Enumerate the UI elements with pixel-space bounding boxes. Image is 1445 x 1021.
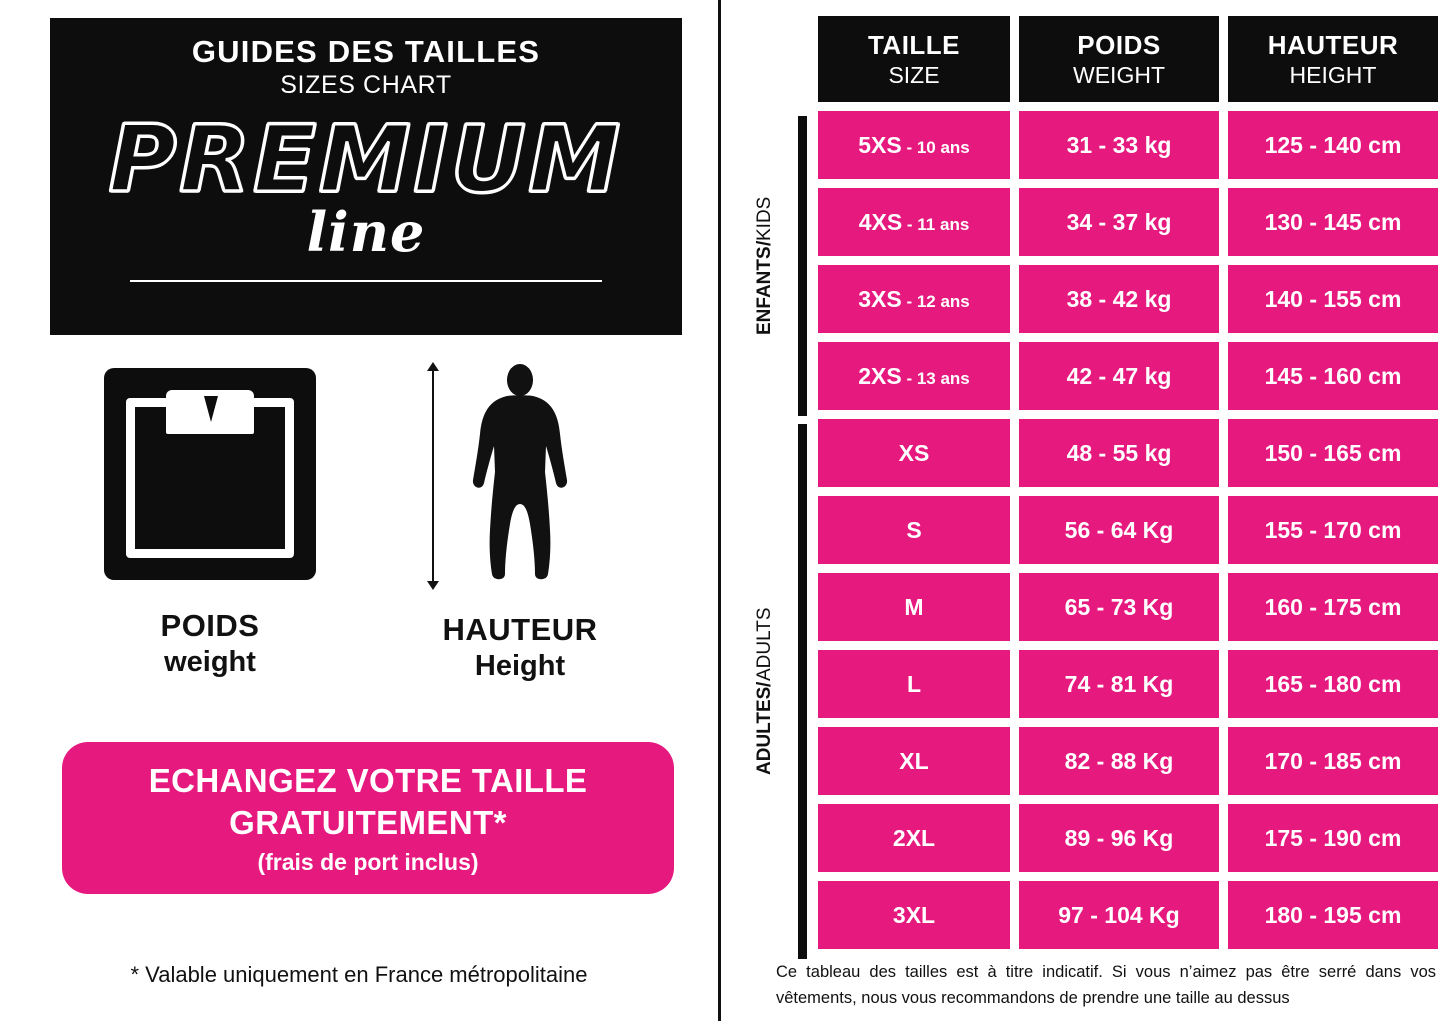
cta-primary-text: ECHANGEZ VOTRE TAILLE GRATUITEMENT* [148,762,588,841]
cell-weight [1019,881,1219,949]
cell-size [818,188,1010,256]
page-title: GUIDES DES TAILLES [191,34,541,69]
height-value: 130 - 145 cm [1264,208,1402,235]
cell-height [1228,573,1438,641]
cell-weight [1019,342,1219,410]
cell-size [818,342,1010,410]
size-value: 3XL [892,901,936,928]
height-arrow-icon [432,370,434,582]
cell-size [818,419,1010,487]
cell-weight [1019,650,1219,718]
weight-value: 34 - 37 kg [1066,208,1172,235]
height-value: 155 - 170 cm [1264,516,1402,543]
adults-group-bar [798,424,807,959]
size-value: S [906,516,922,543]
cell-size [818,881,1010,949]
page-subtitle: SIZES CHART [280,71,452,99]
table-row [818,496,1438,564]
height-icon-group [370,360,670,683]
height-value: 170 - 185 cm [1264,747,1402,774]
human-silhouette-icon [460,364,580,582]
cell-height [1228,804,1438,872]
size-value: L [906,670,922,697]
weight-value: 97 - 104 Kg [1058,901,1180,928]
size-value: 2XS [858,362,902,389]
kids-group-label [737,116,793,416]
sizes-table [818,16,1438,958]
height-value: 125 - 140 cm [1264,131,1402,158]
cell-weight [1019,419,1219,487]
weight-value: 74 - 81 Kg [1064,670,1174,697]
measure-icons-row [50,360,682,700]
cell-height [1228,419,1438,487]
cell-height [1228,111,1438,179]
height-value: 180 - 195 cm [1264,901,1402,928]
header-height-en: HEIGHT [1289,61,1377,88]
scale-icon [104,368,316,580]
cell-weight [1019,188,1219,256]
size-value: 2XL [892,824,936,851]
table-row [818,881,1438,949]
weight-label-en: weight [164,646,256,678]
kids-group-bar [798,116,807,416]
cell-size [818,573,1010,641]
cell-size [818,804,1010,872]
size-value: XL [899,747,929,774]
header-weight-fr: POIDS [1077,29,1161,60]
size-value: M [904,593,924,620]
brand-header-block [50,18,682,335]
brand-underline [130,280,602,282]
kids-label-fr: ENFANTS [754,246,775,336]
kids-label-sep: / [754,241,775,247]
adults-label-sep: / [754,681,775,687]
weight-value: 82 - 88 Kg [1064,747,1174,774]
cell-height [1228,496,1438,564]
weight-value: 42 - 47 kg [1066,362,1172,389]
table-row [818,727,1438,795]
height-value: 150 - 165 cm [1264,439,1402,466]
height-label-en: Height [474,650,566,682]
cell-size [818,727,1010,795]
weight-value: 65 - 73 Kg [1064,593,1174,620]
height-value: 160 - 175 cm [1264,593,1402,620]
cell-weight [1019,496,1219,564]
cell-height [1228,265,1438,333]
header-weight [1019,16,1219,102]
size-age: - 12 ans [901,291,970,311]
size-age: - 11 ans [902,214,970,234]
cell-size [818,265,1010,333]
cell-weight [1019,804,1219,872]
kids-label-en: KIDS [754,196,775,242]
free-exchange-banner[interactable] [62,742,674,894]
header-size-fr: TAILLE [867,29,961,60]
size-age: - 13 ans [901,368,970,388]
adults-group-label [737,424,793,959]
height-label-fr: HAUTEUR [442,612,598,647]
brand-logo [50,106,682,304]
cell-height [1228,650,1438,718]
table-footnote: Ce tableau des tailles est à titre indicatif. Si vous n’aimez pas être serré dans vos vêtements, nous vous recommandons de prendre une taille au dessus [776,963,1436,1007]
cell-weight [1019,727,1219,795]
header-height-fr: HAUTEUR [1267,29,1399,60]
left-panel [0,0,718,1021]
cta-secondary-text: (frais de port inclus) [257,848,479,875]
table-header-row [818,16,1438,102]
weight-value: 31 - 33 kg [1066,131,1172,158]
cell-weight [1019,111,1219,179]
height-value: 175 - 190 cm [1264,824,1402,851]
height-value: 145 - 160 cm [1264,362,1402,389]
header-size-en: SIZE [888,61,940,88]
cell-weight [1019,265,1219,333]
table-row [818,573,1438,641]
vertical-divider [718,0,721,1021]
cell-height [1228,342,1438,410]
cell-size [818,650,1010,718]
weight-value: 38 - 42 kg [1066,285,1172,312]
adults-label-fr: ADULTES [754,686,775,776]
height-value: 165 - 180 cm [1264,670,1402,697]
size-value: 4XS [858,208,903,235]
cell-size [818,111,1010,179]
header-size [818,16,1010,102]
header-weight-en: WEIGHT [1073,61,1165,88]
adults-label-en: ADULTS [754,607,775,682]
table-row [818,111,1438,179]
right-panel [740,0,1445,1021]
table-row [818,342,1438,410]
cell-height [1228,881,1438,949]
size-value: 3XS [858,285,902,312]
cell-size [818,496,1010,564]
brand-script: line [306,200,426,264]
size-age: - 10 ans [901,137,970,157]
size-value: XS [898,439,930,466]
cell-height [1228,188,1438,256]
cell-weight [1019,573,1219,641]
table-row [818,804,1438,872]
cell-height [1228,727,1438,795]
left-footnote: * Valable uniquement en France métropolitaine [130,962,588,987]
weight-value: 89 - 96 Kg [1064,824,1174,851]
table-row [818,650,1438,718]
table-row [818,265,1438,333]
table-row [818,188,1438,256]
table-row [818,419,1438,487]
weight-label-fr: POIDS [160,608,260,643]
weight-value: 48 - 55 kg [1066,439,1172,466]
brand-name: PREMIUM [108,106,624,213]
body-height-icon [414,364,626,584]
weight-icon-group [60,360,360,679]
height-value: 140 - 155 cm [1264,285,1402,312]
size-value: 5XS [858,131,902,158]
header-height [1228,16,1438,102]
weight-value: 56 - 64 Kg [1064,516,1174,543]
